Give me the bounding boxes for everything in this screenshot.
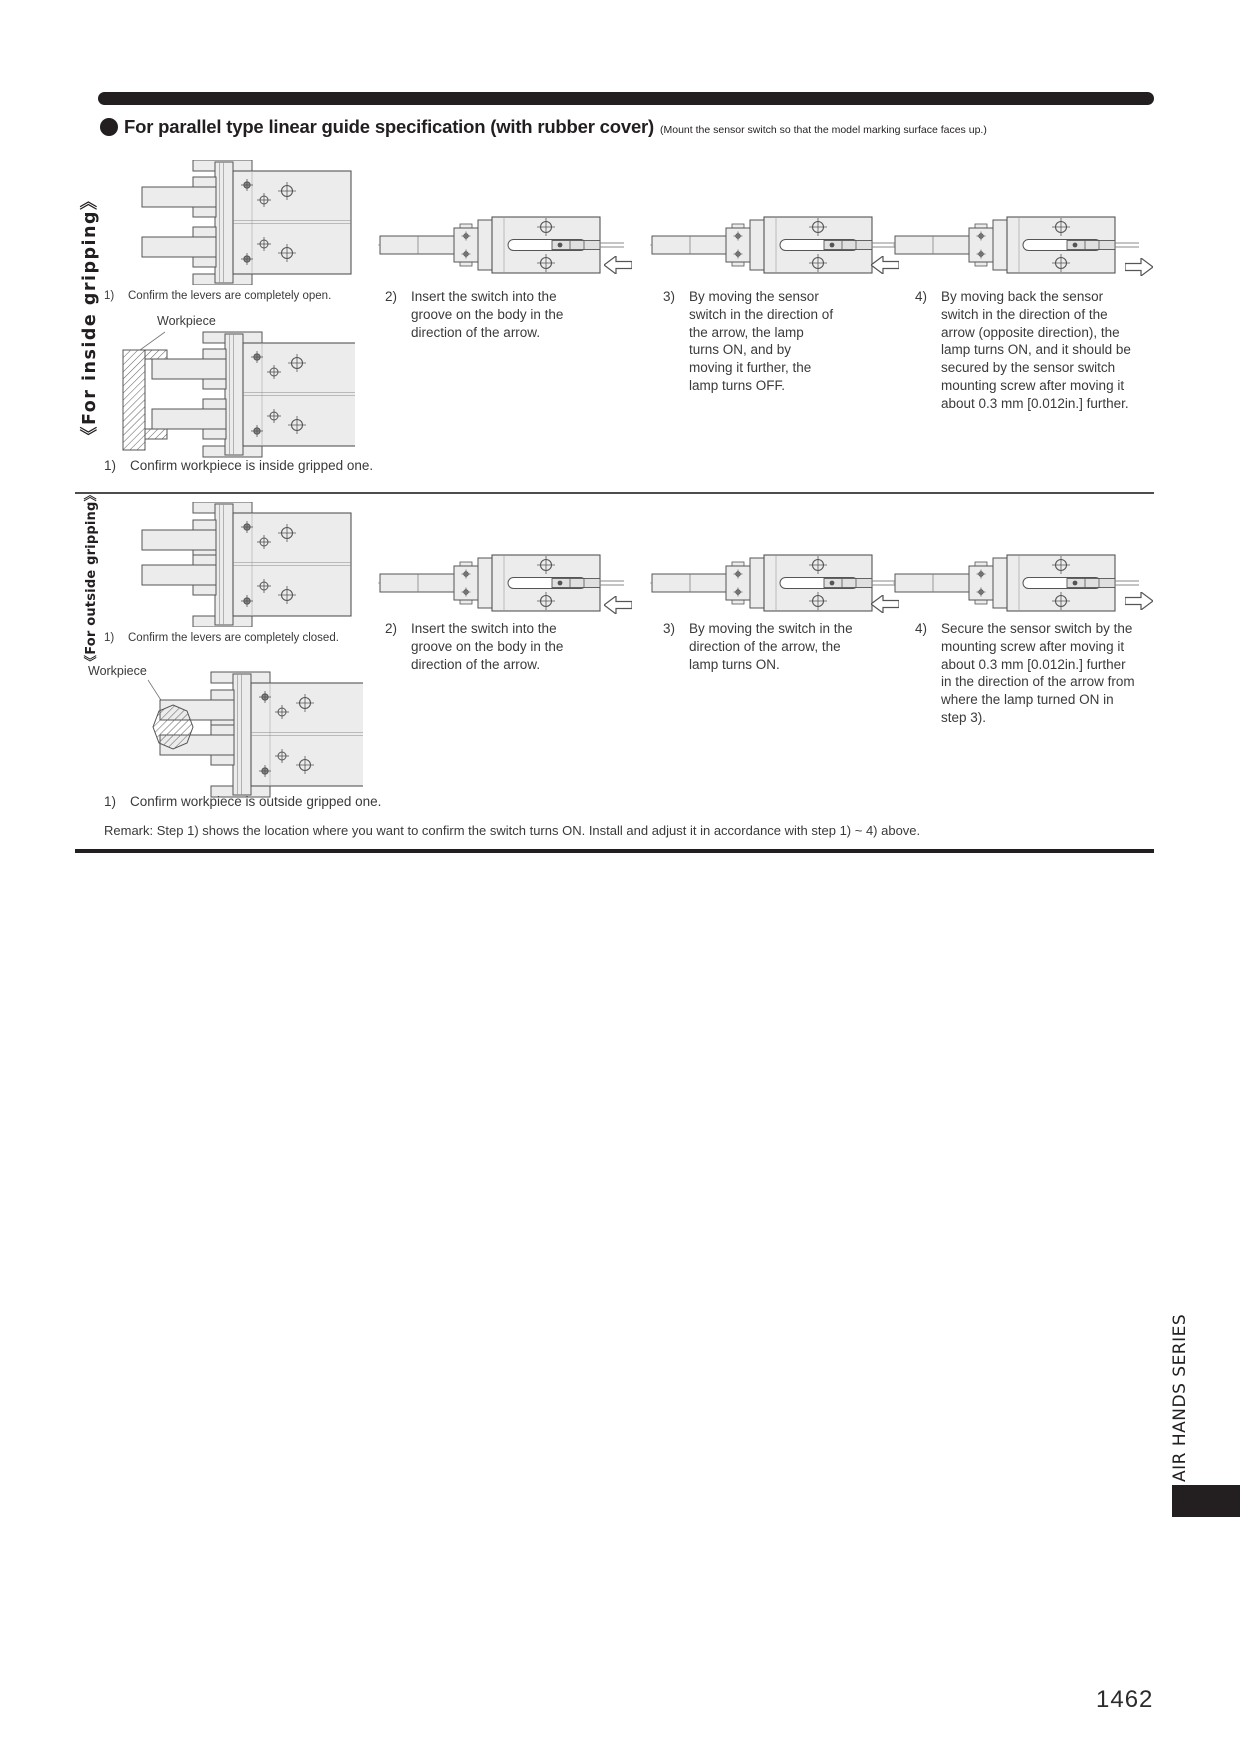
- section-label-inside-gripping: 《For inside gripping》: [80, 190, 100, 444]
- workpiece-label-outside: Workpiece: [88, 664, 147, 678]
- gripper-outside-workpiece-diagram: [118, 670, 363, 800]
- step-number: 4): [915, 289, 928, 304]
- step-text: By moving the switch in the direction of the arrow, the lamp turns ON.: [689, 621, 853, 672]
- step-number: 1): [104, 794, 117, 809]
- outside-step-2: [385, 620, 573, 673]
- switch-move-diagram: [650, 550, 900, 616]
- inside-step-2: [385, 288, 573, 341]
- page-title-note: (Mount the sensor switch so that the model marking surface faces up.): [660, 124, 987, 136]
- arrow-right-icon: [1125, 592, 1153, 610]
- switch-secure-diagram: [893, 550, 1143, 616]
- arrow-right-icon: [1125, 258, 1153, 276]
- step-text: Confirm workpiece is outside gripped one.: [130, 794, 382, 809]
- outside-step-3: [663, 620, 861, 673]
- step-text: By moving back the sensor switch in the direction of the arrow (opposite direction), the lamp turns ON, and it should be secured by the sensor switch mounting screw after moving it about 0.3 mm [0.012in.] further.: [941, 289, 1131, 411]
- step-number: 3): [663, 621, 676, 636]
- step-text: Secure the sensor switch by the mounting screw after moving it about 0.3 mm [0.012in.] further in the direction of the arrow from where the lamp turned ON in step 3).: [941, 621, 1135, 726]
- series-tab-label: AIR HANDS SERIES: [1170, 1313, 1190, 1482]
- page-title: For parallel type linear guide specification (with rubber cover): [124, 116, 654, 137]
- step-number: 1): [104, 632, 115, 644]
- outside-confirm-step: [104, 793, 381, 811]
- outside-step-1: [104, 631, 339, 646]
- switch-insert-diagram: [378, 212, 628, 278]
- gripper-closed-diagram: [137, 502, 352, 627]
- step-number: 4): [915, 621, 928, 636]
- step-number: 1): [104, 458, 117, 473]
- step-text: Confirm the levers are completely closed.: [128, 632, 339, 644]
- switch-move-back-diagram: [893, 212, 1143, 278]
- gripper-open-diagram: [137, 160, 352, 285]
- section-label-outside-gripping: 《For outside gripping》: [84, 488, 99, 668]
- remark-text: Remark: Step 1) shows the location where you want to confirm the switch turns ON. Install and adjust it in accordance with step 1) ~ 4) above.: [104, 823, 921, 838]
- switch-insert-diagram: [378, 550, 628, 616]
- page-header: [100, 116, 987, 138]
- outside-step-4: [915, 620, 1137, 727]
- section-divider: [75, 492, 1154, 494]
- series-tab-marker: [1172, 1485, 1240, 1517]
- step-number: 2): [385, 621, 398, 636]
- switch-move-diagram: [650, 212, 900, 278]
- step-text: Confirm workpiece is inside gripped one.: [130, 458, 374, 473]
- step-text: Confirm the levers are completely open.: [128, 290, 332, 302]
- top-rule: [98, 92, 1154, 105]
- step-number: 2): [385, 289, 398, 304]
- page-number: 1462: [1096, 1686, 1154, 1713]
- inside-confirm-step: [104, 457, 373, 475]
- bottom-rule: [75, 849, 1154, 853]
- step-text: Insert the switch into the groove on the body in the direction of the arrow.: [411, 289, 564, 340]
- arrow-left-icon: [604, 256, 632, 274]
- inside-step-3: [663, 288, 837, 395]
- inside-step-1: [104, 289, 331, 304]
- arrow-left-icon: [604, 596, 632, 614]
- step-number: 3): [663, 289, 676, 304]
- inside-step-4: [915, 288, 1137, 413]
- workpiece-label-inside: Workpiece: [157, 314, 216, 328]
- step-text: Insert the switch into the groove on the body in the direction of the arrow.: [411, 621, 564, 672]
- step-number: 1): [104, 290, 115, 302]
- gripper-inside-workpiece-diagram: [110, 328, 355, 460]
- step-text: By moving the sensor switch in the direction of the arrow, the lamp turns ON, and by moving it further, the lamp turns OFF.: [689, 289, 834, 394]
- section-bullet-icon: [100, 118, 118, 136]
